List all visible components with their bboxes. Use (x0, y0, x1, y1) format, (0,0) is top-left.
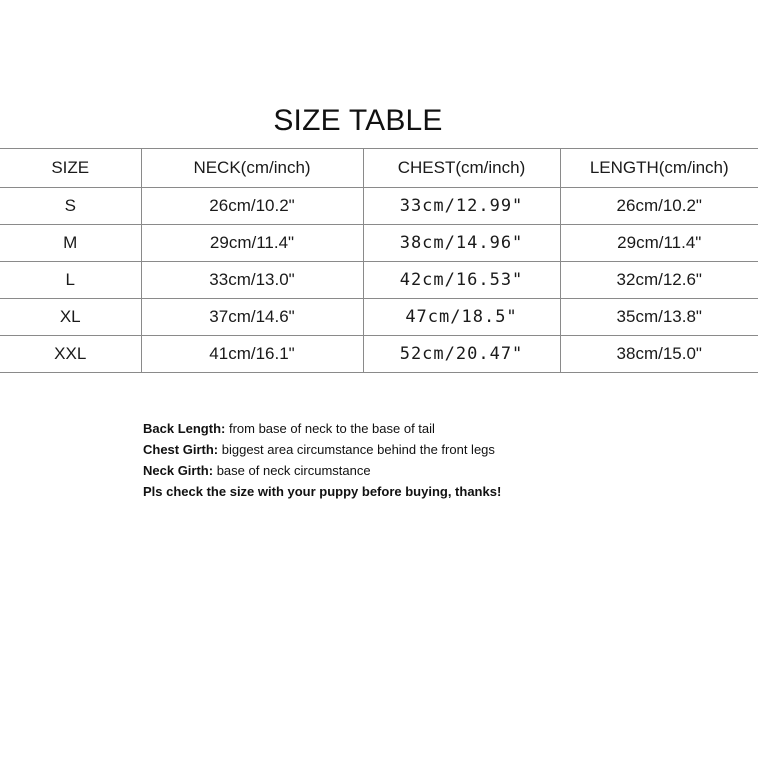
length-cell: 26cm/10.2" (560, 188, 758, 225)
table-row (0, 225, 758, 262)
table-header-row (0, 149, 758, 188)
chest-cell: 33cm/12.99" (363, 188, 560, 225)
table-row (0, 188, 758, 225)
column-header-neck: NECK(cm/inch) (141, 149, 363, 188)
column-header-length: LENGTH(cm/inch) (560, 149, 758, 188)
neck-girth-label: Neck Girth: (143, 463, 214, 478)
neck-cell: 29cm/11.4" (141, 225, 363, 262)
size-cell: M (0, 225, 141, 262)
chest-cell: 52cm/20.47" (363, 336, 560, 373)
size-table (0, 148, 758, 373)
back-length-label: Back Length: (143, 421, 226, 436)
chest-cell: 47cm/18.5" (363, 299, 560, 336)
neck-girth-text: base of neck circumstance (216, 463, 371, 478)
length-cell: 35cm/13.8" (560, 299, 758, 336)
check-size-notice: Pls check the size with your puppy before buying, thanks! (143, 484, 502, 499)
chest-cell: 38cm/14.96" (363, 225, 560, 262)
table-row (0, 336, 758, 373)
chest-girth-text: biggest area circumstance behind the front legs (221, 442, 495, 457)
neck-girth-note (143, 460, 501, 481)
page-title: SIZE TABLE (273, 104, 443, 137)
column-header-size: SIZE (0, 149, 141, 188)
table-row (0, 299, 758, 336)
neck-cell: 41cm/16.1" (141, 336, 363, 373)
size-cell: L (0, 262, 141, 299)
chest-girth-label: Chest Girth: (143, 442, 219, 457)
size-cell: XL (0, 299, 141, 336)
size-notes (143, 418, 501, 502)
neck-cell: 33cm/13.0" (141, 262, 363, 299)
column-header-chest: CHEST(cm/inch) (363, 149, 560, 188)
length-cell: 32cm/12.6" (560, 262, 758, 299)
neck-cell: 37cm/14.6" (141, 299, 363, 336)
chest-cell: 42cm/16.53" (363, 262, 560, 299)
length-cell: 29cm/11.4" (560, 225, 758, 262)
back-length-text: from base of neck to the base of tail (228, 421, 435, 436)
table-row (0, 262, 758, 299)
size-cell: S (0, 188, 141, 225)
size-cell: XXL (0, 336, 141, 373)
length-cell: 38cm/15.0" (560, 336, 758, 373)
chest-girth-note (143, 439, 501, 460)
back-length-note (143, 418, 501, 439)
neck-cell: 26cm/10.2" (141, 188, 363, 225)
